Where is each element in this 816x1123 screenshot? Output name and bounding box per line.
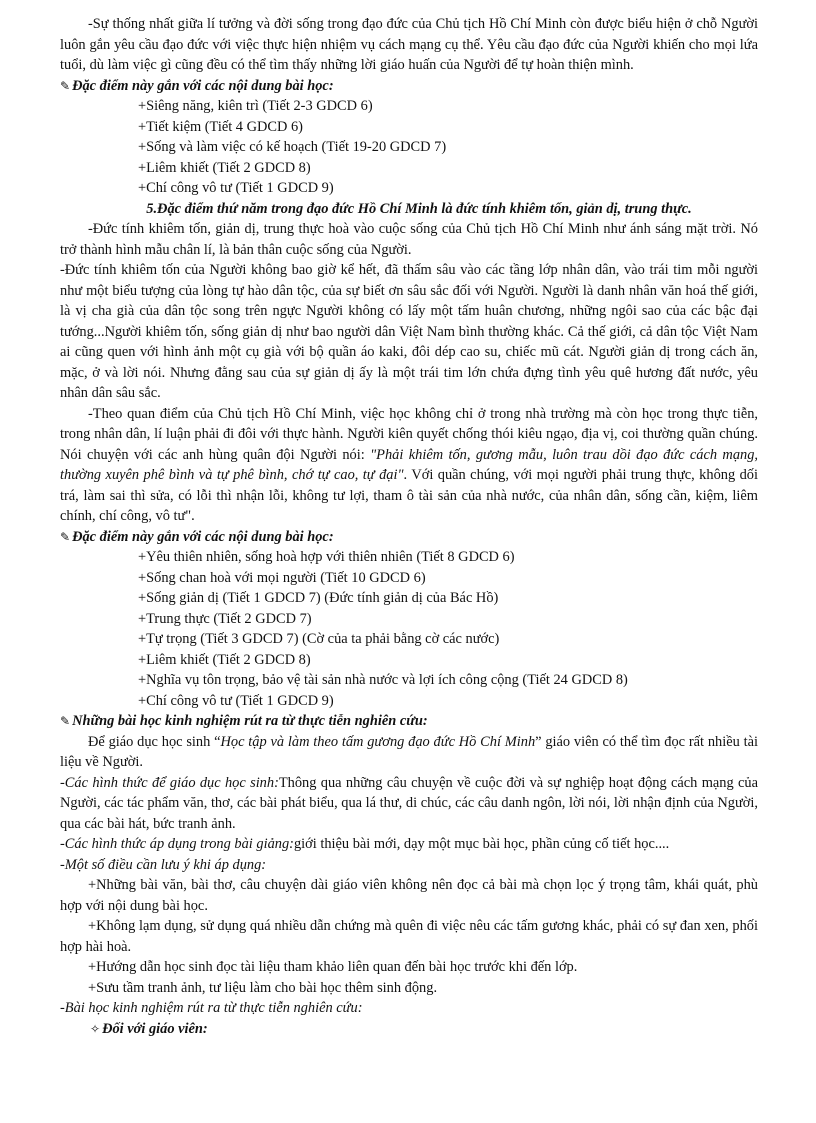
section-heading-3-text: Những bài học kinh nghiệm rút ra từ thực tiễn nghiên cứu: bbox=[72, 713, 428, 729]
lesson-item: +Yêu thiên nhiên, sống hoà hợp với thiên nhiên (Tiết 8 GDCD 6) bbox=[138, 549, 515, 565]
note-item: +Sưu tầm tranh ảnh, tư liệu làm cho bài học thêm sinh động. bbox=[88, 979, 438, 996]
lesson-item: +Tiết kiệm (Tiết 4 GDCD 6) bbox=[138, 118, 303, 135]
lesson-item: +Chí công vô tư (Tiết 1 GDCD 9) bbox=[138, 180, 334, 196]
quote-hcm: "Phải khiêm tốn, gương mẫu, luôn trau dồi đạo đức cách mạng, thường xuyên phê bình và tự phê bình, chớ tự cao, tự đại" bbox=[60, 446, 759, 483]
forms-text: Thông qua những câu chuyện về cuộc đời và sự nghiệp hoạt động cách mạng của Người, các tác phẩm văn, thơ, các bài phát biểu, qua lá thư, di chúc, các câu danh ngôn, lời nói, lời nhận định của Người, qua các bài hát, bức tranh ảnh. bbox=[60, 774, 758, 832]
application-label: -Các hình thức áp dụng trong bài giảng: bbox=[60, 836, 294, 852]
lessons-learned-heading: -Bài học kinh nghiệm rút ra từ thực tiễn nghiên cứu: bbox=[60, 1000, 363, 1016]
section-heading-2-text: Đặc điểm này gắn với các nội dung bài học: bbox=[72, 528, 334, 545]
paragraph-learning-text-a: -Theo quan điểm của Chủ tịch Hồ Chí Minh, việc học không chỉ ở trong nhà trường mà còn học trong thực tiễn, trong nhân dân, lí luận phải đi đôi với thực hành. Người kiên quyết chống thói kiêu ngạo, địa vị, coi thường quần chúng. Nói chuyện với các anh hùng quân đội Người nói: bbox=[60, 405, 758, 463]
note-item: +Không lạm dụng, sử dụng quá nhiều dẫn chứng mà quên đi việc nêu các tấm gương khác, phải có sự đan xen, phối hợp hài hoà. bbox=[60, 918, 758, 955]
application-text: giới thiệu bài mới, dạy một mục bài học, phần củng cố tiết học.... bbox=[293, 836, 670, 852]
lesson-list-1 bbox=[60, 96, 758, 199]
lesson-item: +Sống giản dị (Tiết 1 GDCD 7) (Đức tính giản dị của Bác Hồ) bbox=[138, 590, 499, 606]
paragraph-learning-text-b: . Với quần chúng, với mọi người phải trung thực, không dối trá, làm sai thì sửa, có lỗi thì nhận lỗi, không tư lợi, tham ô tài sản của nhà nước, của nhân dân, sống cần, kiệm, liêm chính, chí công, vô tư". bbox=[60, 467, 758, 524]
lesson-item: +Liêm khiết (Tiết 2 GDCD 8) bbox=[138, 159, 311, 176]
lesson-item: +Siêng năng, kiên trì (Tiết 2-3 GDCD 6) bbox=[138, 98, 373, 114]
lesson-list-2 bbox=[60, 547, 758, 711]
paragraph-forms bbox=[60, 773, 758, 835]
forms-label: -Các hình thức để giáo dục học sinh: bbox=[60, 774, 279, 791]
notes-heading: -Một số điều cần lưu ý khi áp dụng: bbox=[60, 856, 267, 873]
sparkle-icon: ✧ bbox=[90, 1021, 101, 1036]
paragraph-learning bbox=[60, 404, 758, 527]
campaign-title: Học tập và làm theo tấm gương đạo đức Hồ Chí Minh bbox=[220, 733, 536, 750]
section-title-5: 5.Đặc điểm thứ năm trong đạo đức Hồ Chí Minh là đức tính khiêm tốn, giản dị, trung thực. bbox=[146, 200, 692, 217]
pen-icon: ✎ bbox=[60, 78, 71, 93]
teacher-heading-text: Đối với giáo viên: bbox=[102, 1020, 208, 1037]
lesson-item: +Tự trọng (Tiết 3 GDCD 7) (Cờ của ta phải bằng cờ các nước) bbox=[138, 631, 500, 647]
paragraph-unity: -Sự thống nhất giữa lí tưởng và đời sống trong đạo đức của Chủ tịch Hồ Chí Minh còn được biểu hiện ở chỗ Người luôn gắn yêu cầu đạo đức với việc thực hiện nhiệm vụ cách mạng cụ thể. Yêu cầu đạo đức của Người khiến cho mọi lứa tuổi, dù làm việc gì cũng đều có thể tìm thấy những lời giáo huấn của Người để tự hoàn thiện mình. bbox=[60, 16, 758, 73]
pen-icon: ✎ bbox=[60, 714, 71, 728]
section-heading-1-text: Đặc điểm này gắn với các nội dung bài học: bbox=[72, 77, 334, 94]
section-heading-3 bbox=[60, 711, 758, 732]
lesson-item: +Liêm khiết (Tiết 2 GDCD 8) bbox=[138, 651, 311, 668]
section-heading-2 bbox=[60, 527, 758, 548]
teacher-heading bbox=[60, 1019, 758, 1040]
paragraph-education-text-b: ” giáo viên có thể tìm đọc rất nhiều tài liệu về Người. bbox=[60, 733, 759, 770]
note-item: +Những bài văn, bài thơ, câu chuyện dài giáo viên không nên đọc cả bài mà chọn lọc ý trọng tâm, khái quát, phù hợp với nội dung bài học. bbox=[60, 877, 758, 914]
section-heading-1 bbox=[60, 76, 758, 97]
pen-icon: ✎ bbox=[60, 529, 71, 544]
note-item: +Hướng dẫn học sinh đọc tài liệu tham khảo liên quan đến bài học trước khi đến lớp. bbox=[88, 959, 578, 975]
lesson-item: +Sống chan hoà với mọi người (Tiết 10 GDCD 6) bbox=[138, 569, 426, 586]
paragraph-application bbox=[60, 834, 758, 855]
paragraph-virtue: -Đức tính khiêm tốn, giản dị, trung thực hoà vào cuộc sống của Chủ tịch Hồ Chí Minh như ánh sáng mặt trời. Nó trở thành hình mẫu chân lí, là bản thân cuộc sống của Người. bbox=[60, 221, 758, 258]
paragraph-humility: -Đức tính khiêm tốn của Người không bao giờ kể hết, đã thấm sâu vào các tầng lớp nhân dân, vào trái tim mỗi người như một biểu tượng của lòng tự hào dân tộc, của sự biết ơn sâu sắc đối với Người. Người là danh nhân văn hoá thế giới, là vị cha già của dân tộc song trên ngực Người không có lấy một tấm huân chương, những ngôi sao của các bậc đại tướng...Người khiêm tốn, sống giản dị như bao người dân Việt Nam bình thường khác. Cả thế giới, cả dân tộc Việt Nam ai cũng quen với hình ảnh một cụ già với bộ quần áo kaki, đôi dép cao su, chiếc mũ cát. Người giản dị trong cách ăn, mặc, ở và lời nói. Nhưng đằng sau của sự giản dị ấy là một trái tim lớn chứa đựng tình yêu quê hương đất nước, yêu nhân dân sâu sắc. bbox=[60, 262, 758, 401]
lesson-item: +Nghĩa vụ tôn trọng, bảo vệ tài sản nhà nước và lợi ích công cộng (Tiết 24 GDCD 8) bbox=[138, 672, 628, 688]
lesson-item: +Chí công vô tư (Tiết 1 GDCD 9) bbox=[138, 692, 334, 709]
document-page bbox=[60, 14, 758, 1039]
paragraph-education bbox=[60, 732, 758, 773]
paragraph-education-text-a: Để giáo dục học sinh “ bbox=[88, 733, 221, 750]
lesson-item: +Trung thực (Tiết 2 GDCD 7) bbox=[138, 610, 312, 627]
lesson-item: +Sống và làm việc có kế hoạch (Tiết 19-20 GDCD 7) bbox=[138, 139, 447, 155]
